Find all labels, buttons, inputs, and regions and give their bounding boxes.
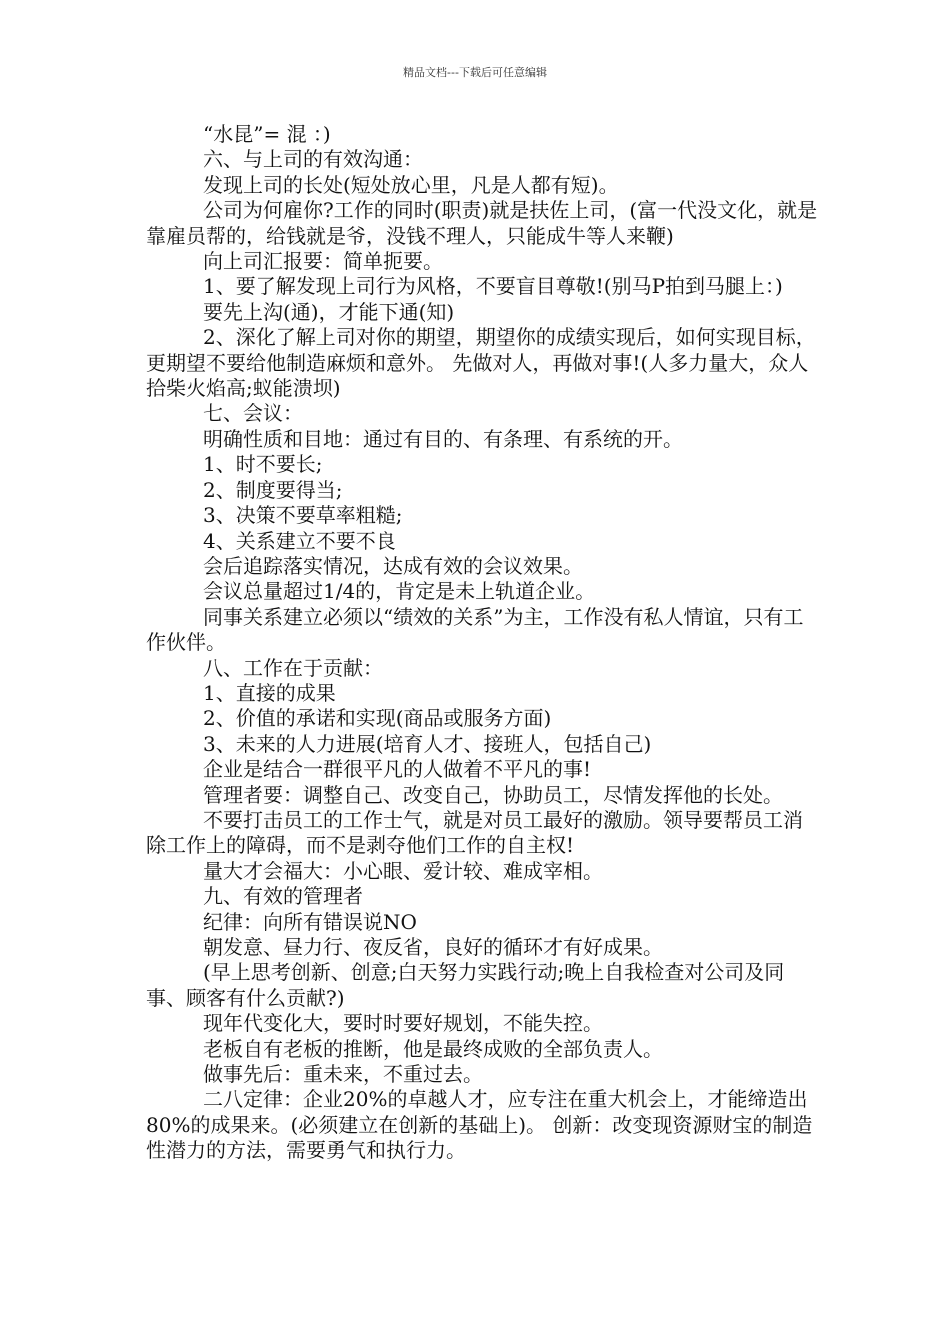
section-heading: 七、会议： [203, 401, 303, 426]
paragraph: 朝发意、昼力行、夜反省，良好的循环才有好成果。 [203, 935, 663, 959]
paragraph: 要先上沟(通)，才能下通(知) [203, 299, 455, 324]
list-item: 1、要了解发现上司行为风格，不要盲目尊敬!(别马P拍到马腿上：) [203, 274, 783, 299]
list-item: 3、决策不要草率粗糙; [203, 503, 403, 528]
list-item: 1、时不要长; [203, 452, 323, 477]
document-body [146, 122, 818, 1164]
list-item: 2、制度要得当; [203, 477, 343, 502]
paragraph: 向上司汇报要：简单扼要。 [203, 249, 443, 274]
paragraph: 老板自有老板的推断，他是最终成败的全部负责人。 [203, 1036, 663, 1061]
paragraph: 量大才会福大：小心眼、爱计较、难成宰相。 [203, 858, 603, 883]
section-heading: 八、工作在于贡献： [203, 655, 383, 680]
paragraph: 同事关系建立必须以“绩效的关系”为主，工作没有私人情谊，只有工作伙伴。 [146, 604, 804, 655]
paragraph: 明确性质和目地：通过有目的、有条理、有系统的开。 [203, 426, 683, 451]
list-item: 2、价值的承诺和实现(商品或服务方面) [203, 706, 552, 731]
paragraph: “水昆”= 混 ：) [203, 122, 331, 146]
paragraph: 会议总量超过1/4的，肯定是未上轨道企业。 [203, 579, 596, 604]
paragraph: 企业是结合一群很平凡的人做着不平凡的事! [203, 757, 592, 782]
paragraph: (早上思考创新、创意;白天努力实践行动;晚上自我检查对公司及同事、顾客有什么贡献?) [146, 960, 785, 1010]
paragraph: 做事先后：重未来，不重过去。 [203, 1062, 483, 1087]
paragraph: 现年代变化大，要时时要好规划，不能失控。 [203, 1011, 603, 1036]
paragraph: 会后追踪落实情况，达成有效的会议效果。 [203, 553, 583, 578]
list-item: 1、直接的成果 [203, 680, 336, 705]
paragraph: 纪律：向所有错误说NO [203, 909, 417, 934]
section-heading: 九、有效的管理者 [203, 884, 363, 909]
paragraph: 发现上司的长处(短处放心里，凡是人都有短)。 [203, 172, 619, 197]
paragraph: 管理者要：调整自己、改变自己，协助员工，尽情发挥他的长处。 [203, 782, 783, 807]
list-item: 4、关系建立不要不良 [203, 528, 396, 553]
page-header: 精品文档---下载后可任意编辑 [403, 66, 547, 79]
paragraph: 公司为何雇你?工作的同时(职责)就是扶佐上司，(富一代没文化，就是靠雇员帮的，给钱就是爷，没钱不理人，只能成牛等人来鞭) [146, 198, 818, 248]
list-item: 3、未来的人力进展(培育人才、接班人，包括自己) [203, 731, 652, 756]
paragraph: 不要打击员工的工作士气，就是对员工最好的激励。领导要帮员工消除工作上的障碍，而不是剥夺他们工作的自主权! [146, 807, 803, 858]
paragraph: 二八定律：企业20%的卓越人才，应专注在重大机会上，才能缔造出80%的成果来。(必须建立在创新的基础上)。 创新：改变现资源财宝的制造性潜力的方法，需要勇气和执行力。 [146, 1087, 813, 1163]
section-heading: 六、与上司的有效沟通： [203, 147, 423, 172]
list-item: 2、深化了解上司对你的期望，期望你的成绩实现后，如何实现目标，更期望不要给他制造麻烦和意外。 先做对人，再做对事!(人多力量大，众人拾柴火焰高;蚁能溃坝) [146, 325, 816, 401]
